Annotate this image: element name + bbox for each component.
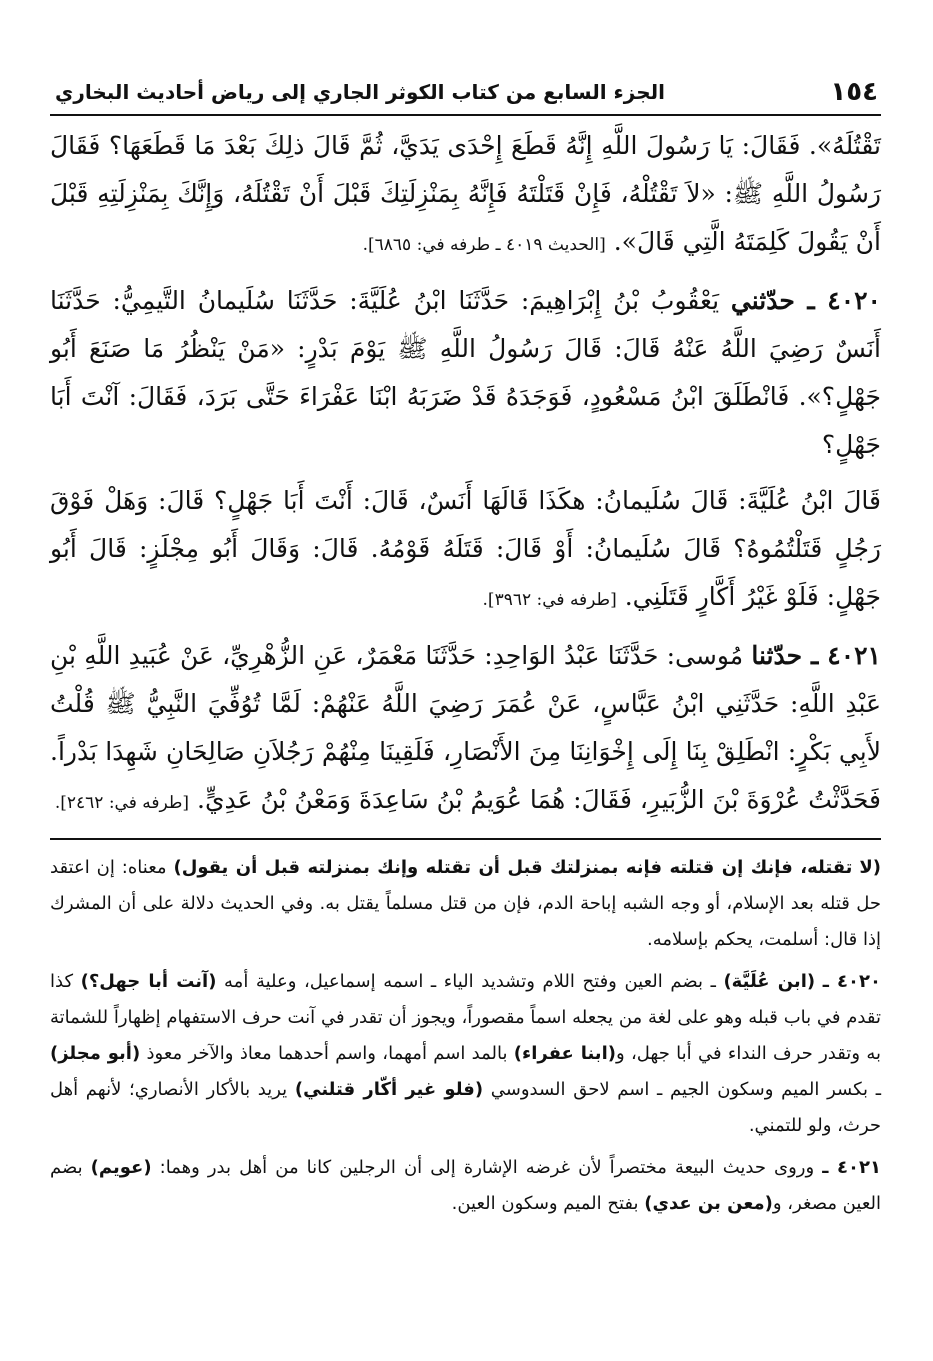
running-title: الجزء السابع من كتاب الكوثر الجاري إلى رياض أحاديث البخاري [55, 80, 665, 104]
page-header [55, 72, 878, 112]
cross-reference: [طرفه في: ٣٩٦٢]. [482, 590, 617, 610]
commentary-block [50, 850, 881, 1228]
commentary-text: يريد بالأكار الأنصاري؛ لأنهم أهل حرث، ولو للتمني. [50, 1079, 881, 1136]
hadith-text: يَعْقُوبُ بْنُ إِبْرَاهِيمَ: حَدَّثَنَا ابْنُ عُلَيَّةَ: حَدَّثَنَا سُلَيمانُ التَّيمِيُّ: حَدَّثَنَا أَنَسٌ رَضِيَ اللَّهُ عَنْهُ قَالَ: قَالَ رَسُولُ اللَّهِ ﷺ يَوْمَ بَدْرٍ: «مَنْ يَنْظُرُ مَا صَنَعَ أَبُو جَهْلٍ؟». فَانْطَلَقَ ابْنُ مَسْعُودٍ، فَوَجَدَهُ قَدْ ضَرَبَهُ ابْنَا عَفْرَاءَ حَتَّى بَرَدَ، فَقَالَ: آنْتَ أَبَا جَهْلٍ؟ [50, 286, 881, 459]
commentary-4021 [50, 1150, 881, 1222]
hadith-text: تَقْتُلَهُ». فَقَالَ: يَا رَسُولَ اللَّهِ إِنَّهُ قَطَعَ إِحْدَى يَدَيَّ، ثُمَّ قَالَ ذلِكَ بَعْدَ مَا قَطَعَهَا؟ فَقَالَ رَسُولُ اللَّهِ ﷺ: «لاَ تَقْتُلْهُ، فَإِنْ قَتَلْتَهُ فَإِنَّهُ بِمَنْزِلَتِكَ قَبْلَ أَنْ تَقْتُلَهُ، وَإِنَّكَ بِمَنْزِلَتِهِ قَبْلَ أَنْ يَقُولَ كَلِمَتَهُ الَّتِي قَالَ». [50, 131, 881, 256]
commentary-quote: (ابنا عفراء) [513, 1043, 616, 1064]
hadith-text: مُوسى: حَدَّثَنَا عَبْدُ الوَاحِدِ: حَدَّثَنَا مَعْمَرٌ، عَنِ الزُّهْرِيِّ، عَنْ عُبَيدِ اللَّهِ بْنِ عَبْدِ اللَّهِ: حَدَّثَنِي ابْنُ عَبَّاسٍ، عَنْ عُمَرَ رَضِيَ اللَّهُ عَنْهُمْ: لَمَّا تُوُفِّيَ النَّبِيُّ ﷺ قُلْتُ لأَبِي بَكْرٍ: انْطَلِقْ بِنَا إِلَى إِخْوَانِنَا مِنَ الأَنْصَارِ، فَلَقِينَا مِنْهُمْ رَجُلاَنِ صَالِحَانِ شَهِدَا بَدْراً. فَحَدَّثْتُ عُرْوَةَ بْنَ الزُّبَيرِ، فَقَالَ: هُمَا عُوَيمُ بْنُ سَاعِدَةَ وَمَعْنُ بْنُ عَدِيٍّ. [50, 641, 881, 814]
commentary-text: بضم العين مصغر، و [50, 1157, 881, 1214]
commentary-quote: (فلو غير أكّار قتلني) [294, 1079, 484, 1100]
hadith-4020-continuation [50, 477, 881, 624]
commentary-quote: (لا [859, 857, 881, 878]
cross-reference: [الحديث ٤٠١٩ ـ طرفه في: ٦٨٦٥]. [362, 235, 606, 255]
commentary-4019 [50, 850, 881, 958]
hadith-4019-ending [50, 122, 881, 269]
commentary-text: كذا تقدم في باب قبله وهو على لغة من يجعله اسماً مقصوراً، ويجوز أن تقدر في آنت حرف الاستفهام إظهاراً للشماتة به وتقدر حرف النداء في أبا جهل، و [50, 971, 881, 1064]
commentary-text: بالمد اسم أمهما، واسم أحدهما معاذ والآخر معوذ [146, 1043, 508, 1064]
page-number: ١٥٤ [830, 77, 878, 107]
commentary-quote: (آنت أبا جهل؟) [80, 971, 217, 992]
commentary-quote: (معن بن عدي) [644, 1193, 773, 1214]
hadith-text: قَالَ ابْنُ عُلَيَّةَ: قَالَ سُلَيمانُ: هكَذَا قَالَهَا أَنَسٌ، قَالَ: أَنْتَ أَبَا جَهْلٍ؟ قَالَ: وَهَلْ فَوْقَ رَجُلٍ قَتَلْتُمُوهُ؟ قَالَ سُلَيمانُ: أَوْ قَالَ: قَتَلَهُ قَوْمُهُ. قَالَ: وَقَالَ أَبُو مِجْلَزٍ: قَالَ أَبُو جَهْلٍ: فَلَوْ غَيْرُ أَكَّارٍ قَتَلَنِي. [50, 486, 881, 611]
header-divider [50, 114, 881, 116]
cross-reference: [طرفه في: ٢٤٦٢]. [54, 793, 190, 813]
commentary-text: بفتح الميم وسكون العين. [451, 1193, 639, 1214]
commentary-number: ٤٠٢١ ـ [822, 1157, 881, 1178]
commentary-quote: (ابن عُلَيَّة) [723, 971, 816, 992]
commentary-quote: تقتله، فإنك إن قتلته فإنه بمنزلتك قبل أن تقتله وإنك بمنزلته قبل أن يقول) [173, 857, 853, 878]
commentary-number: ٤٠٢٠ ـ [822, 971, 881, 992]
commentary-quote: (أبو مجلز) [50, 1043, 141, 1064]
hadith-number: ٤٠٢١ ـ حدّثنا [751, 641, 881, 670]
commentary-text: معناه: إن اعتقد حل قتله بعد الإسلام، أو وجه الشبه إباحة الدم، فإن من قتل مسلماً يقتل به. وفي الحديث دلالة على أن المشرك إذا قال: أسلمت، يحكم بإسلامه. [50, 857, 881, 950]
hadith-text-block [50, 122, 881, 835]
commentary-4020 [50, 964, 881, 1144]
commentary-quote: (عويم) [90, 1157, 152, 1178]
commentary-text: ـ بضم العين وفتح اللام وتشديد الياء ـ اسمه إسماعيل، وعلية أمه [224, 971, 716, 992]
hadith-4021 [50, 632, 881, 827]
commentary-text: ـ بكسر الميم وسكون الجيم ـ اسم لاحق السدوسي [490, 1079, 881, 1100]
commentary-divider [50, 838, 881, 840]
hadith-4020 [50, 277, 881, 469]
hadith-number: ٤٠٢٠ ـ حدّثني [730, 286, 881, 315]
commentary-text: وروى حديث البيعة مختصراً لأن غرضه الإشارة إلى أن الرجلين كانا من أهل بدر وهما: [159, 1157, 815, 1178]
